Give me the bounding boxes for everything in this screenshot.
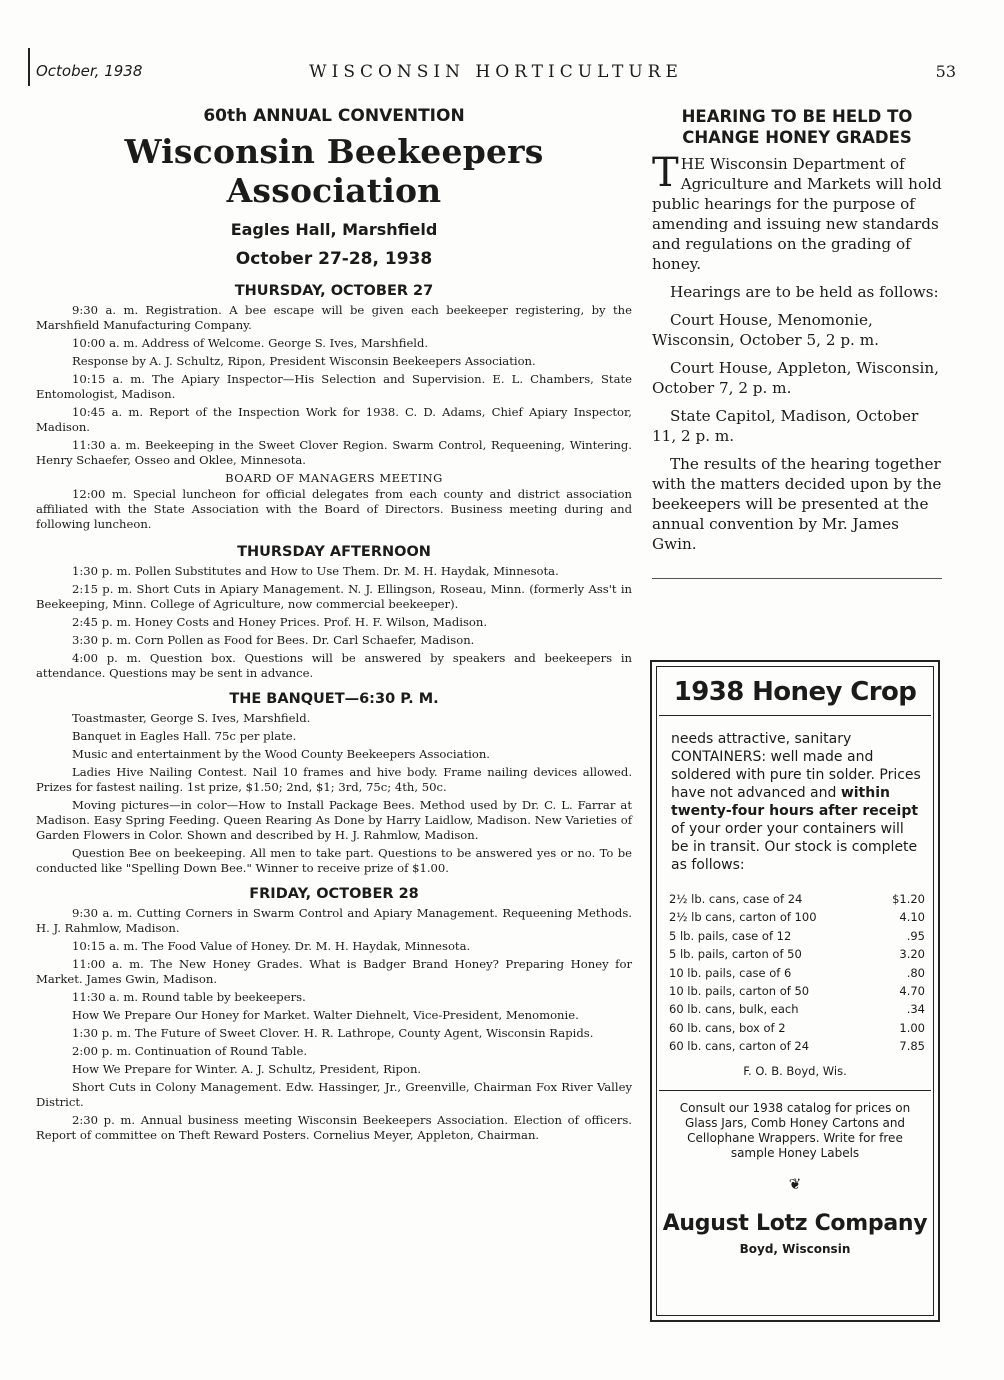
drop-cap: T <box>652 150 679 196</box>
hearing-title: HEARING TO BE HELD TO CHANGE HONEY GRADES <box>681 107 913 147</box>
column-divider <box>652 578 942 579</box>
banquet-heading: THE BANQUET—6:30 P. M. <box>229 691 439 707</box>
program-item: 2:45 p. m. Honey Costs and Honey Prices. Prof. H. F. Wilson, Madison. <box>72 615 488 629</box>
journal-title: WISCONSIN HORTICULTURE <box>309 62 683 82</box>
program-item: Ladies Hive Nailing Contest. Nail 10 frames and hive body. Frame nailing devices allowed. Prizes for fastest nailing. 1st prize, $1.50; 2nd, $1; 3rd, 75c; 4th, 50c. <box>36 765 632 794</box>
honey-container-ad <box>650 660 940 1322</box>
program-item: 1:30 p. m. Pollen Substitutes and How to Use Them. Dr. M. H. Haydak, Minnesota. <box>72 564 559 578</box>
hearing-held-as: Hearings are to be held as follows: <box>670 283 939 301</box>
program-item: 9:30 a. m. Registration. A bee escape will be given each beekeeper registering, by the Marshfield Manufacturing Company. <box>36 303 632 332</box>
ad-body-text-2: of your order your containers will be in transit. Our stock is complete as follows: <box>671 821 918 873</box>
running-header <box>36 62 956 86</box>
price-item: 5 lb. pails, carton of 50 <box>669 947 802 962</box>
price-item: 10 lb. pails, case of 6 <box>669 965 792 980</box>
price-list <box>669 890 925 1056</box>
price-item: 60 lb. cans, bulk, each <box>669 1002 799 1017</box>
ad-body <box>671 730 923 874</box>
hearing-closing: The results of the hearing together with the matters decided upon by the beekeepers will be presented at the annual convention by Mr. James Gwin. <box>652 455 942 553</box>
convention-subtitle: 60th ANNUAL CONVENTION <box>203 106 465 126</box>
convention-program <box>36 104 632 1146</box>
friday-heading: FRIDAY, OCTOBER 28 <box>249 886 419 902</box>
program-item: Moving pictures—in color—How to Install Package Bees. Method used by Dr. C. L. Farrar at Madison. Easy Spring Feeding. Queen Rearing As Done by Harry Laidlow, Madison. New Varieties of Garden Flowers in Color. Shown and described by H. J. Rahmlow, Madison. <box>36 798 632 842</box>
convention-title: Wisconsin Beekeepers Association <box>124 132 544 210</box>
hearing-intro-text: HE Wisconsin Department of Agriculture and Markets will hold public hearings for the purpose of amending and issuing new standards and regulations on the grading of honey. <box>652 155 942 273</box>
program-item: 4:00 p. m. Question box. Questions will be answered by speakers and beekeepers in attendance. Questions may be sent in advance. <box>36 651 632 680</box>
company-city: Boyd, Wisconsin <box>739 1241 851 1256</box>
price-row <box>669 1037 925 1055</box>
program-item: Response by A. J. Schultz, Ripon, President Wisconsin Beekeepers Association. <box>72 354 536 368</box>
price-item: 60 lb. cans, carton of 24 <box>669 1039 810 1054</box>
ad-body-emphasis: within twenty-four hours after receipt <box>671 785 919 819</box>
program-item: 10:45 a. m. Report of the Inspection Work for 1938. C. D. Adams, Chief Apiary Inspector, Madison. <box>36 405 632 434</box>
program-item: How We Prepare for Winter. A. J. Schultz, President, Ripon. <box>72 1062 422 1076</box>
program-item: Music and entertainment by the Wood County Beekeepers Association. <box>72 747 490 761</box>
price-value: .34 <box>906 1002 925 1017</box>
program-item: Banquet in Eagles Hall. 75c per plate. <box>72 729 297 743</box>
afternoon-heading: THURSDAY AFTERNOON <box>237 544 431 560</box>
price-value: 7.85 <box>899 1039 925 1054</box>
program-item: 9:30 a. m. Cutting Corners in Swarm Control and Apiary Management. Requeening Methods. H. J. Rahmlow, Madison. <box>36 906 632 935</box>
price-item: 5 lb. pails, case of 12 <box>669 928 792 943</box>
board-meeting-heading: BOARD OF MANAGERS MEETING <box>225 471 443 485</box>
program-item: 2:15 p. m. Short Cuts in Apiary Management. N. J. Ellingson, Roseau, Minn. (formerly Ass't in Beekeeping, Minn. College of Agriculture, now commercial beekeeper). <box>36 582 632 611</box>
program-item: 11:00 a. m. The New Honey Grades. What is Badger Brand Honey? Preparing Honey for Market. James Gwin, Madison. <box>36 957 632 986</box>
page-number: 53 <box>935 62 956 81</box>
ad-divider <box>659 1090 931 1091</box>
hearing-location: Court House, Menomonie, Wisconsin, October 5, 2 p. m. <box>652 311 879 349</box>
ad-body-text: needs attractive, sanitary CONTAINERS: well made and soldered with pure tin solder. Prices have not advanced and <box>671 731 921 801</box>
price-item: 10 lb. pails, carton of 50 <box>669 984 810 999</box>
price-row <box>669 927 925 945</box>
convention-place: Eagles Hall, Marshfield <box>230 220 438 239</box>
ad-title: 1938 Honey Crop <box>659 667 931 716</box>
price-value: 4.10 <box>899 910 925 925</box>
margin-rule <box>28 48 30 86</box>
program-item: Short Cuts in Colony Management. Edw. Hassinger, Jr., Greenville, Chairman Fox River Valley District. <box>36 1080 632 1109</box>
program-item: 12:00 m. Special luncheon for official delegates from each county and district association affiliated with the State Association with the Board of Directors. Business meeting during and following luncheon. <box>36 487 632 531</box>
price-row <box>669 1019 925 1037</box>
program-item: 11:30 a. m. Beekeeping in the Sweet Clover Region. Swarm Control, Requeening, Wintering. Henry Schaefer, Osseo and Oklee, Minnesota. <box>36 438 632 467</box>
price-item: 60 lb. cans, box of 2 <box>669 1020 786 1035</box>
hearing-intro <box>652 150 942 274</box>
issue-date: October, 1938 <box>36 62 143 80</box>
fob-note: F. O. B. Boyd, Wis. <box>743 1063 847 1078</box>
ornament-icon: ❦ <box>788 1174 802 1193</box>
price-item: 2½ lb. cans, case of 24 <box>669 892 803 906</box>
price-row <box>669 982 925 1000</box>
hearing-location: State Capitol, Madison, October 11, 2 p. m. <box>652 407 919 445</box>
convention-dates: October 27-28, 1938 <box>235 249 433 269</box>
price-row <box>669 908 925 926</box>
program-item: 10:15 a. m. The Apiary Inspector—His Selection and Supervision. E. L. Chambers, State Entomologist, Madison. <box>36 372 632 401</box>
program-item: How We Prepare Our Honey for Market. Walter Diehnelt, Vice-President, Menomonie. <box>72 1008 579 1022</box>
hearing-article <box>652 104 942 579</box>
price-value: $1.20 <box>892 892 925 906</box>
program-item: 2:30 p. m. Annual business meeting Wisconsin Beekeepers Association. Election of officers. Report of committee on Theft Reward Posters. Cornelius Meyer, Appleton, Chairman. <box>36 1113 632 1142</box>
program-item: 10:00 a. m. Address of Welcome. George S. Ives, Marshfield. <box>72 336 429 350</box>
ad-inner-border <box>656 666 934 1316</box>
price-value: 3.20 <box>899 947 925 962</box>
price-value: .95 <box>906 928 925 943</box>
thursday-heading: THURSDAY, OCTOBER 27 <box>234 283 434 299</box>
hearing-location: Court House, Appleton, Wisconsin, October 7, 2 p. m. <box>652 359 939 397</box>
price-row <box>669 945 925 963</box>
company-name: August Lotz Company <box>662 1210 928 1236</box>
program-item: Toastmaster, George S. Ives, Marshfield. <box>72 711 311 725</box>
price-value: 1.00 <box>899 1020 925 1035</box>
catalog-note: Consult our 1938 catalog for prices on Glass Jars, Comb Honey Cartons and Cellophane Wrappers. Write for free sample Honey Labels <box>679 1100 911 1160</box>
program-item: 1:30 p. m. The Future of Sweet Clover. H. R. Lathrope, County Agent, Wisconsin Rapids. <box>72 1026 594 1040</box>
program-item: 11:30 a. m. Round table by beekeepers. <box>72 990 306 1004</box>
price-row <box>669 890 925 908</box>
program-item: 2:00 p. m. Continuation of Round Table. <box>72 1044 308 1058</box>
price-item: 2½ lb cans, carton of 100 <box>669 910 817 925</box>
price-row <box>669 964 925 982</box>
program-item: 3:30 p. m. Corn Pollen as Food for Bees. Dr. Carl Schaefer, Madison. <box>72 633 475 647</box>
program-item: 10:15 a. m. The Food Value of Honey. Dr. M. H. Haydak, Minnesota. <box>72 939 471 953</box>
price-value: .80 <box>906 965 925 980</box>
price-value: 4.70 <box>899 984 925 999</box>
price-row <box>669 1000 925 1018</box>
program-item: Question Bee on beekeeping. All men to take part. Questions to be answered yes or no. To be conducted like "Spelling Down Bee." Winner to receive prize of $1.00. <box>36 846 632 875</box>
